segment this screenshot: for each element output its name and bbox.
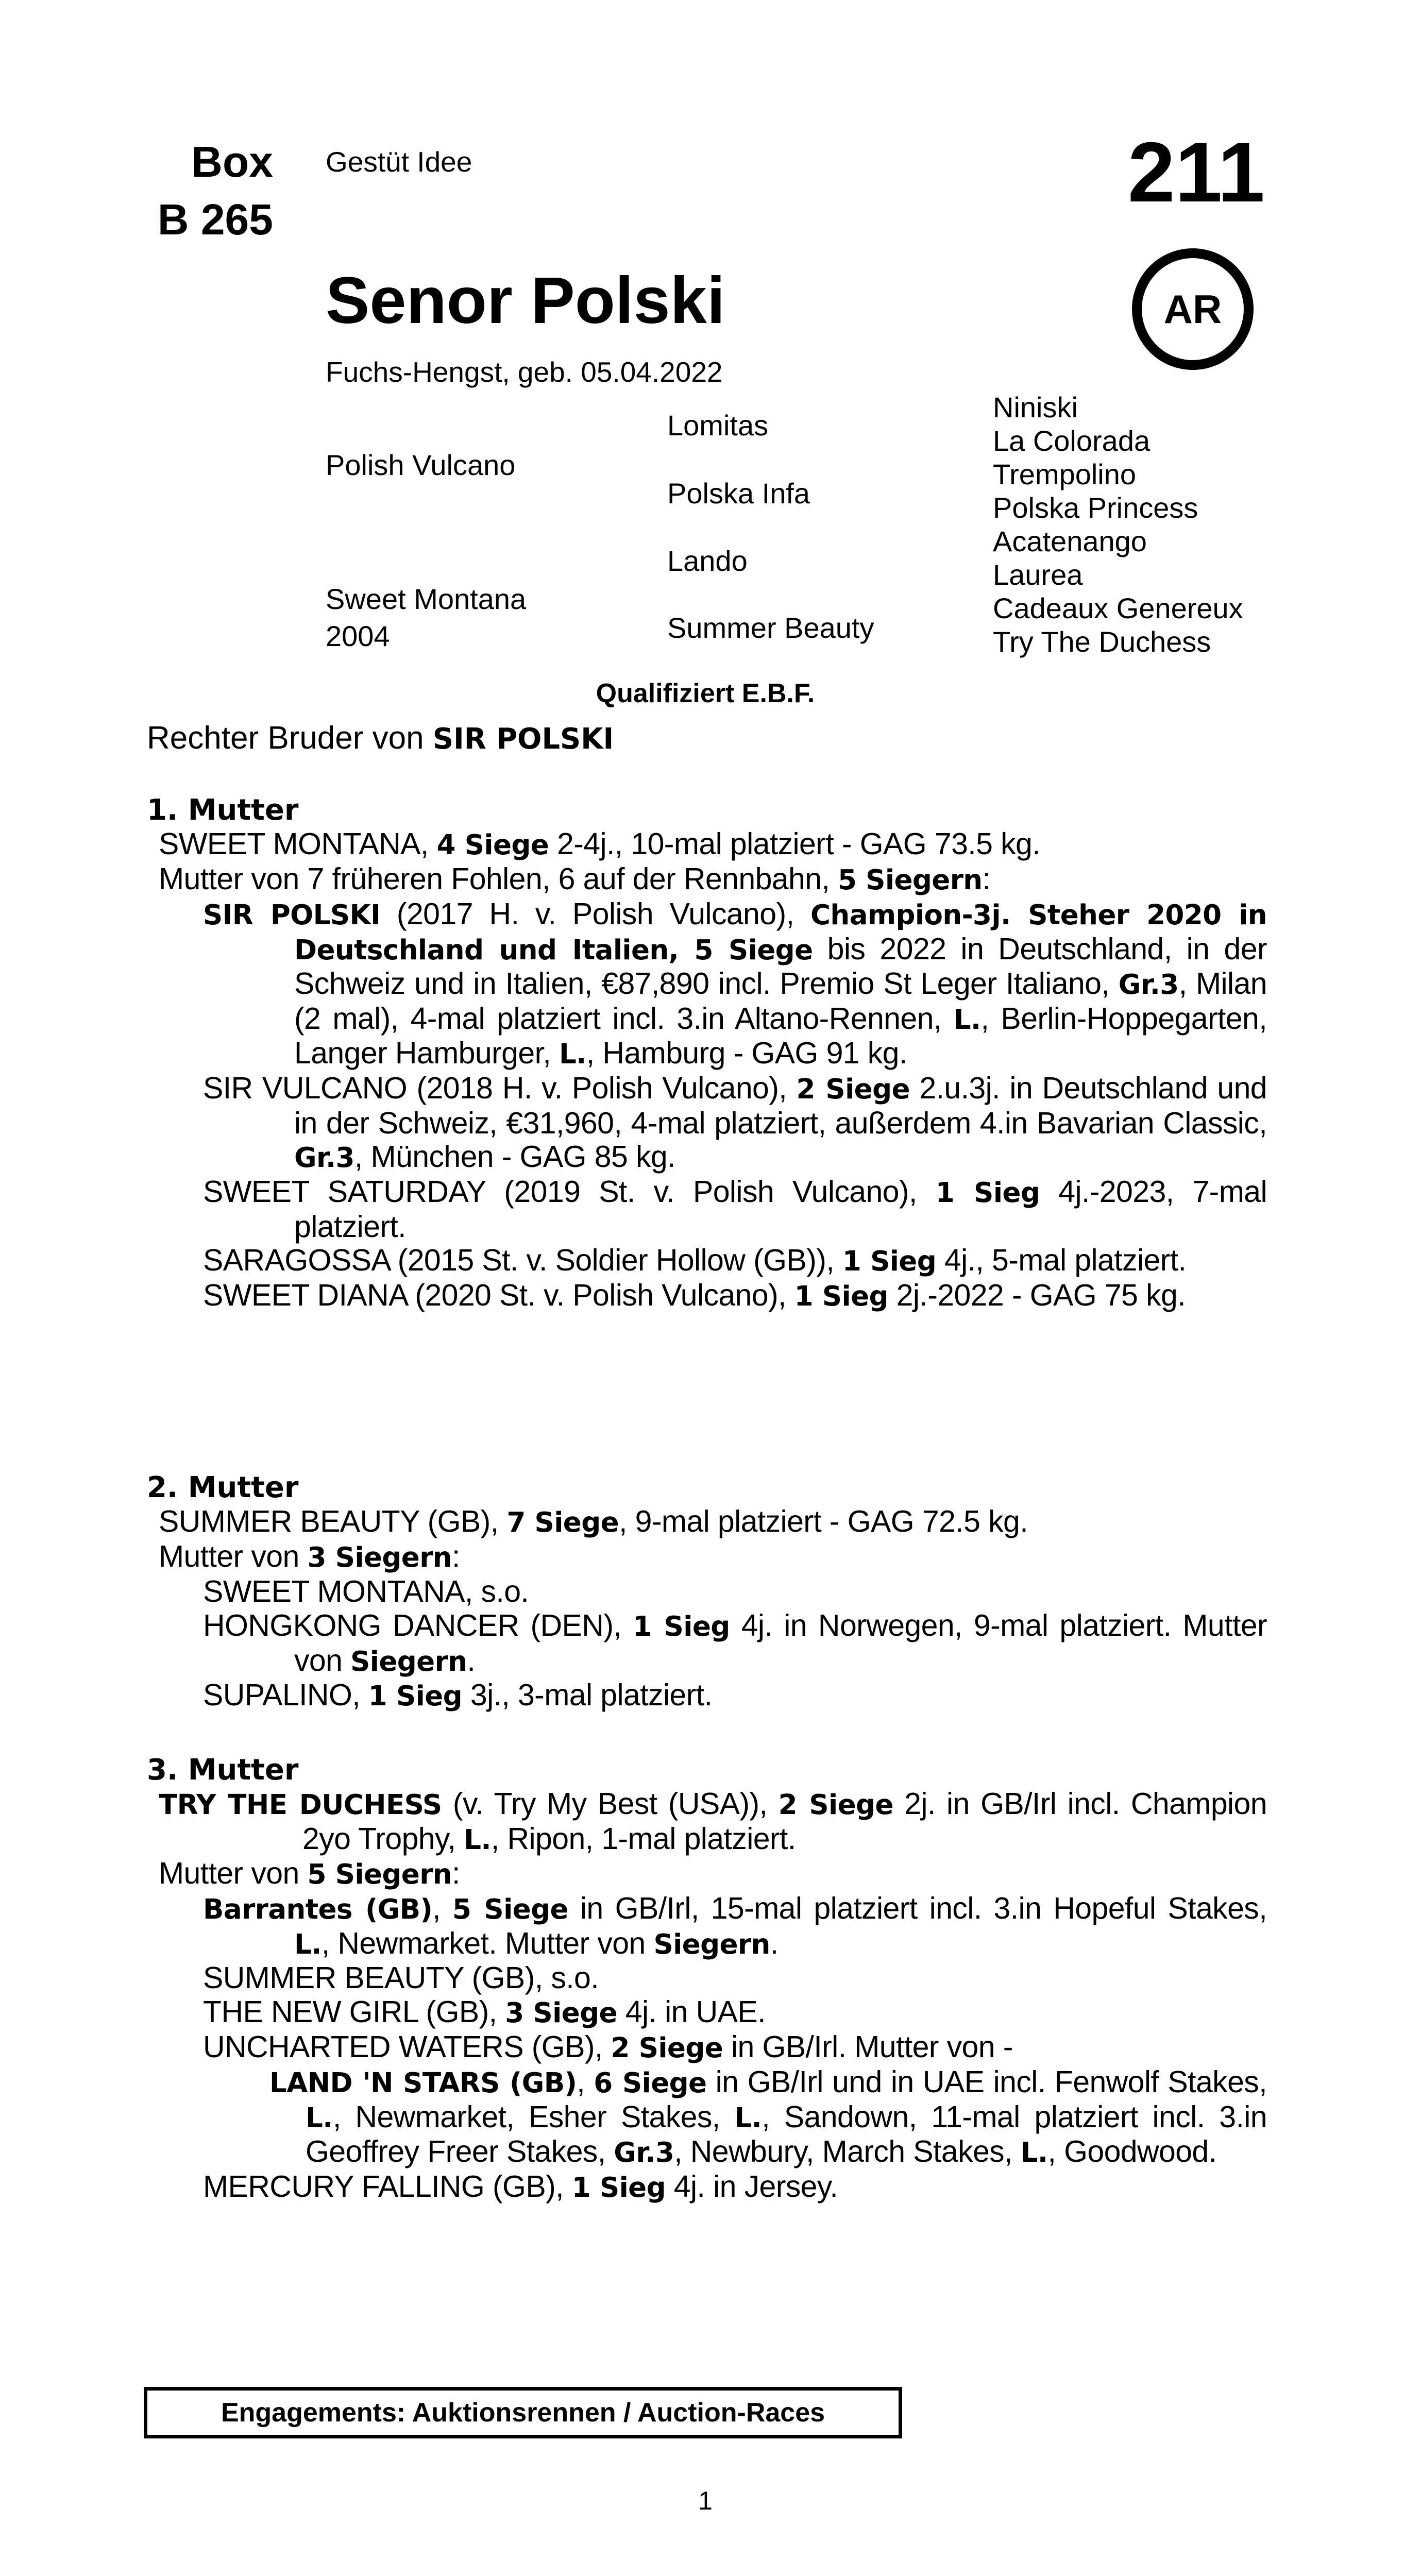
- family-entry: [269, 2065, 1267, 2170]
- bold-text: 1 Sieg: [571, 2172, 666, 2204]
- pedigree-grandparent: Polska Infa: [667, 477, 810, 510]
- pedigree-grandparent: Lando: [667, 545, 748, 577]
- pedigree-grandparent: Lomitas: [667, 409, 769, 442]
- text: Mutter von: [159, 1856, 308, 1890]
- text: , Berlin-Hoppegarten, Langer Hamburger,: [294, 1001, 1267, 1070]
- page-number: 1: [698, 2486, 713, 2515]
- bold-text: L.: [559, 1038, 586, 1070]
- section-title: 3. Mutter: [147, 1753, 299, 1787]
- family-entry: [203, 1175, 1267, 1244]
- bold-text: SIR POLSKI: [203, 899, 381, 931]
- bold-text: 1 Sieg: [935, 1177, 1040, 1209]
- text: SUMMER BEAUTY (GB), s.o.: [203, 1961, 599, 1995]
- text: SIR VULCANO (2018 H. v. Polish Vulcano),: [203, 1071, 797, 1105]
- bold-text: 3 Siege: [505, 1997, 617, 2029]
- text: ,: [577, 2065, 594, 2099]
- bold-text: 1 Sieg: [842, 1245, 937, 1277]
- engagements-box: [144, 2387, 902, 2438]
- text: , Ripon, 1-mal platziert.: [490, 1821, 796, 1856]
- family-entry: [203, 1278, 1267, 1314]
- bold-text: 1 Sieg: [794, 1280, 888, 1312]
- bold-text: TRY THE DUCHESS: [159, 1789, 442, 1821]
- text: in GB/Irl und in UAE incl. Fenwolf Stakes,: [706, 2065, 1267, 2099]
- family-entry: [203, 2030, 1267, 2065]
- bold-text: 1 Sieg: [633, 1611, 730, 1642]
- family-entry: [159, 1540, 1267, 1575]
- text: SWEET DIANA (2020 St. v. Polish Vulcano),: [203, 1278, 794, 1312]
- text: 4j., 5-mal platziert.: [936, 1243, 1187, 1277]
- text: , Newmarket, Esher Stakes,: [332, 2099, 735, 2134]
- ar-badge: [1132, 248, 1254, 370]
- bold-text: 1 Sieg: [368, 1680, 463, 1712]
- pedigree-great-grandparent: Polska Princess: [993, 492, 1198, 524]
- pedigree-great-grandparent: Trempolino: [993, 458, 1137, 490]
- bold-text: 7 Siege: [506, 1506, 619, 1538]
- text: in GB/Irl. Mutter von -: [723, 2030, 1013, 2064]
- text: (v. Try My Best (USA)),: [442, 1787, 779, 1821]
- text: 4j. in UAE.: [617, 1995, 766, 2029]
- bold-text: L.: [294, 1928, 322, 1960]
- family-entry: [203, 897, 1267, 1072]
- text: bis 2022 in Deutschland, in der Schweiz und in Italien, €87,890 incl. Premio St Leger Italiano,: [294, 931, 1267, 1001]
- bold-text: L.: [306, 2102, 333, 2134]
- horse-name: Senor Polski: [326, 264, 725, 337]
- text: , 9-mal platziert - GAG 72.5 kg.: [619, 1504, 1028, 1538]
- text: in GB/Irl, 15-mal platziert incl. 3.in Hopeful Stakes,: [568, 1891, 1267, 1925]
- text: HONGKONG DANCER (DEN),: [203, 1608, 633, 1642]
- pedigree-dam-year: 2004: [326, 620, 390, 652]
- text: 4j.-2023, 7-mal platziert.: [294, 1175, 1267, 1244]
- bold-text: L.: [464, 1823, 491, 1856]
- text: :: [452, 1539, 460, 1573]
- text: :: [982, 862, 991, 896]
- text: 4j. in Jersey.: [666, 2170, 838, 2204]
- bold-text: 5 Siege: [452, 1893, 568, 1925]
- pedigree-great-grandparent: Niniski: [993, 391, 1078, 423]
- family-entry: [159, 1787, 1267, 1857]
- pedigree-great-grandparent: Laurea: [993, 558, 1083, 591]
- bold-text: 2 Siege: [778, 1789, 893, 1821]
- text: 3j., 3-mal platziert.: [462, 1678, 713, 1712]
- text: 2j.-2022 - GAG 75 kg.: [888, 1278, 1186, 1312]
- family-entry: [203, 1071, 1267, 1175]
- bold-text: L.: [1020, 2137, 1048, 2168]
- family-entry: [203, 1608, 1267, 1679]
- brother-line: [147, 720, 614, 756]
- text: SWEET MONTANA,: [159, 827, 437, 861]
- text: 2.u.3j. in Deutschland und in der Schweiz, €31,960, 4-mal platziert, außerdem 4.in Bavarian Classic,: [294, 1071, 1267, 1140]
- text: SWEET MONTANA, s.o.: [203, 1574, 529, 1608]
- box-label: Box: [191, 138, 273, 186]
- section-title: 2. Mutter: [147, 1471, 299, 1504]
- text: , Newbury, March Stakes,: [674, 2134, 1021, 2168]
- family-entry: [159, 1857, 1267, 1892]
- text: MERCURY FALLING (GB),: [203, 2170, 572, 2204]
- bold-text: 2 Siege: [611, 2032, 723, 2064]
- text: , München - GAG 85 kg.: [354, 1140, 675, 1174]
- brother-prefix: Rechter Bruder von: [147, 720, 433, 756]
- bold-text: LAND 'N STARS (GB): [269, 2067, 577, 2099]
- pedigree-great-grandparent: La Colorada: [993, 425, 1151, 457]
- text: (2017 H. v. Polish Vulcano),: [380, 897, 810, 931]
- pedigree-great-grandparent: Acatenango: [993, 525, 1147, 557]
- bold-text: L.: [953, 1003, 981, 1036]
- qualification: Qualifiziert E.B.F.: [596, 679, 815, 708]
- family-entry: [159, 827, 1267, 862]
- text: SARAGOSSA (2015 St. v. Soldier Hollow (GB)),: [203, 1243, 842, 1277]
- family-entry: [203, 1995, 1267, 2030]
- bold-text: 3 Siegern: [307, 1541, 452, 1573]
- bold-text: Siegern: [653, 1928, 770, 1960]
- text: ,: [432, 1891, 452, 1925]
- bold-text: 5 Siegern: [307, 1858, 452, 1890]
- text: Mutter von 7 früheren Fohlen, 6 auf der Rennbahn,: [159, 862, 838, 896]
- brother-name: SIR POLSKI: [432, 722, 614, 756]
- bold-text: 5 Siegern: [838, 864, 983, 896]
- horse-description: Fuchs-Hengst, geb. 05.04.2022: [326, 356, 723, 388]
- family-entry: [159, 1505, 1267, 1540]
- bold-text: Siegern: [350, 1645, 467, 1677]
- bold-text: Champion-3j. Steher 2020 in Deutschland und Italien, 5 Siege: [294, 899, 1267, 966]
- text: UNCHARTED WATERS (GB),: [203, 2030, 611, 2064]
- text: , Newmarket. Mutter von: [321, 1926, 654, 1960]
- family-entry: [203, 1678, 1267, 1714]
- family-entry: [203, 2170, 1267, 2205]
- bold-text: Gr.3: [614, 2137, 674, 2168]
- family-entry: [203, 1243, 1267, 1279]
- engagements-label: Engagements: Auktionsrennen / Auction-Races: [221, 2398, 825, 2428]
- stud-name: Gestüt Idee: [326, 146, 472, 178]
- text: , Goodwood.: [1047, 2134, 1217, 2168]
- pedigree-great-grandparent: Cadeaux Genereux: [993, 592, 1243, 624]
- text: , Sandown, 11-mal platziert incl. 3.in Geoffrey Freer Stakes,: [306, 2099, 1267, 2168]
- bold-text: Gr.3: [1118, 969, 1179, 1001]
- section-title: 1. Mutter: [147, 793, 299, 827]
- family-entry: [203, 1574, 1267, 1609]
- bold-text: Gr.3: [294, 1142, 354, 1174]
- text: , Milan (2 mal), 4-mal platziert incl. 3.in Altano-Rennen,: [294, 967, 1267, 1036]
- lot-number: 211: [1127, 125, 1265, 219]
- text: 2-4j., 10-mal platziert - GAG 73.5 kg.: [549, 827, 1040, 861]
- family-entry: [159, 862, 1267, 897]
- text: 4j. in Norwegen, 9-mal platziert. Mutter von: [294, 1608, 1267, 1677]
- text: :: [452, 1856, 460, 1890]
- pedigree-dam: Sweet Montana: [326, 583, 527, 615]
- pedigree-great-grandparent: Try The Duchess: [993, 625, 1211, 658]
- text: .: [770, 1926, 779, 1960]
- text: 2j. in GB/Irl incl. Champion 2yo Trophy,: [302, 1787, 1267, 1856]
- bold-text: 4 Siege: [436, 829, 549, 861]
- box-number: B 265: [157, 195, 273, 244]
- bold-text: 2 Siege: [796, 1073, 910, 1105]
- pedigree-great-grandparents: [993, 391, 1243, 658]
- ar-badge-label: AR: [1163, 286, 1222, 332]
- bold-text: Barrantes (GB): [203, 1893, 433, 1925]
- family-entry: [203, 1961, 1267, 1995]
- text: THE NEW GIRL (GB),: [203, 1995, 505, 2029]
- text: SUMMER BEAUTY (GB),: [159, 1504, 507, 1538]
- pedigree-sire: Polish Vulcano: [326, 449, 516, 481]
- family-entry: [203, 1891, 1267, 1961]
- text: .: [467, 1643, 476, 1677]
- bold-text: 6 Siege: [594, 2067, 707, 2099]
- pedigree-grandparent: Summer Beauty: [667, 612, 874, 644]
- text: SUPALINO,: [203, 1678, 368, 1712]
- text: , Hamburg - GAG 91 kg.: [586, 1036, 907, 1070]
- text: Mutter von: [159, 1539, 308, 1573]
- bold-text: L.: [734, 2102, 762, 2134]
- text: SWEET SATURDAY (2019 St. v. Polish Vulcano),: [203, 1175, 936, 1209]
